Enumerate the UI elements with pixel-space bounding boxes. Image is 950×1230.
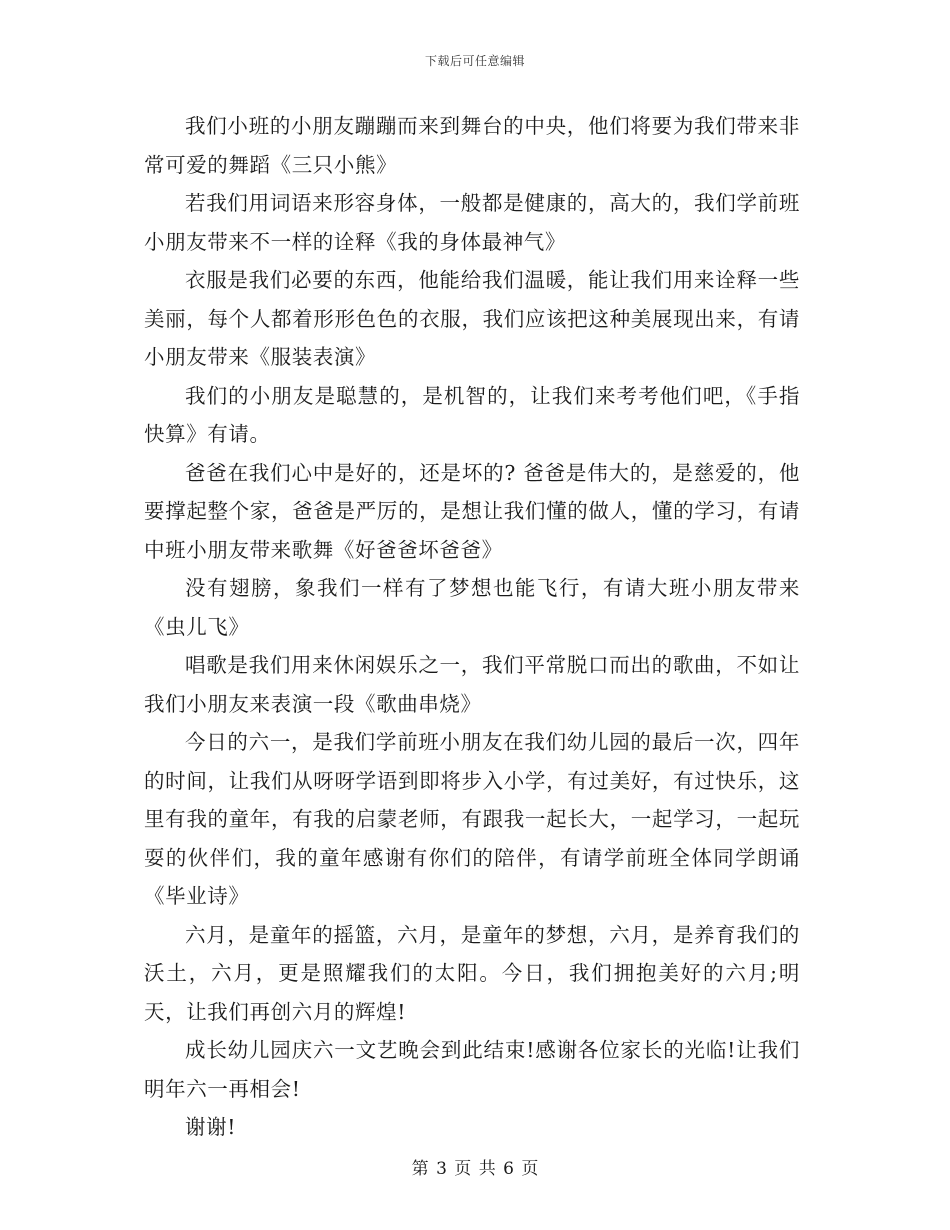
paragraph: 我们的小朋友是聪慧的，是机智的，让我们来考考他们吧，《手指快算》有请。 <box>144 383 800 446</box>
paragraph: 成长幼儿园庆六一文艺晚会到此结束!感谢各位家长的光临!让我们明年六一再相会! <box>144 1038 800 1101</box>
paragraph: 没有翅膀，象我们一样有了梦想也能飞行，有请大班小朋友带来《虫儿飞》 <box>144 576 800 639</box>
paragraph: 今日的六一，是我们学前班小朋友在我们幼儿园的最后一次，四年的时间，让我们从呀呀学语到即将步入小学，有过美好，有过快乐，这里有我的童年，有我的启蒙老师，有跟我一起长大，一起学习，一起玩耍的伙伴们，我的童年感谢有你们的陪伴，有请学前班全体同学朗诵《毕业诗》 <box>144 730 800 908</box>
paragraph: 爸爸在我们心中是好的，还是坏的? 爸爸是伟大的，是慈爱的，他要撑起整个家，爸爸是严厉的，是想让我们懂的做人，懂的学习，有请中班小朋友带来歌舞《好爸爸坏爸爸》 <box>144 460 800 562</box>
page-number-footer: 第 3 页 共 6 页 <box>411 1159 539 1179</box>
document-body <box>144 107 800 1147</box>
paragraph: 六月，是童年的摇篮，六月，是童年的梦想，六月，是养育我们的沃土，六月，更是照耀我们的太阳。今日，我们拥抱美好的六月;明天，让我们再创六月的辉煌! <box>144 922 800 1024</box>
page-header: 下载后可任意编辑 <box>424 54 525 68</box>
paragraph: 我们小班的小朋友蹦蹦而来到舞台的中央，他们将要为我们带来非常可爱的舞蹈《三只小熊》 <box>144 114 800 177</box>
paragraph: 谢谢! <box>185 1115 237 1139</box>
paragraph: 唱歌是我们用来休闲娱乐之一，我们平常脱口而出的歌曲，不如让我们小朋友来表演一段《歌曲串烧》 <box>144 653 800 716</box>
paragraph: 衣服是我们必要的东西，他能给我们温暖，能让我们用来诠释一些美丽，每个人都着形形色色的衣服，我们应该把这种美展现出来，有请小朋友带来《服装表演》 <box>144 268 800 369</box>
paragraph: 若我们用词语来形容身体，一般都是健康的，高大的，我们学前班小朋友带来不一样的诠释《我的身体最神气》 <box>144 191 800 254</box>
